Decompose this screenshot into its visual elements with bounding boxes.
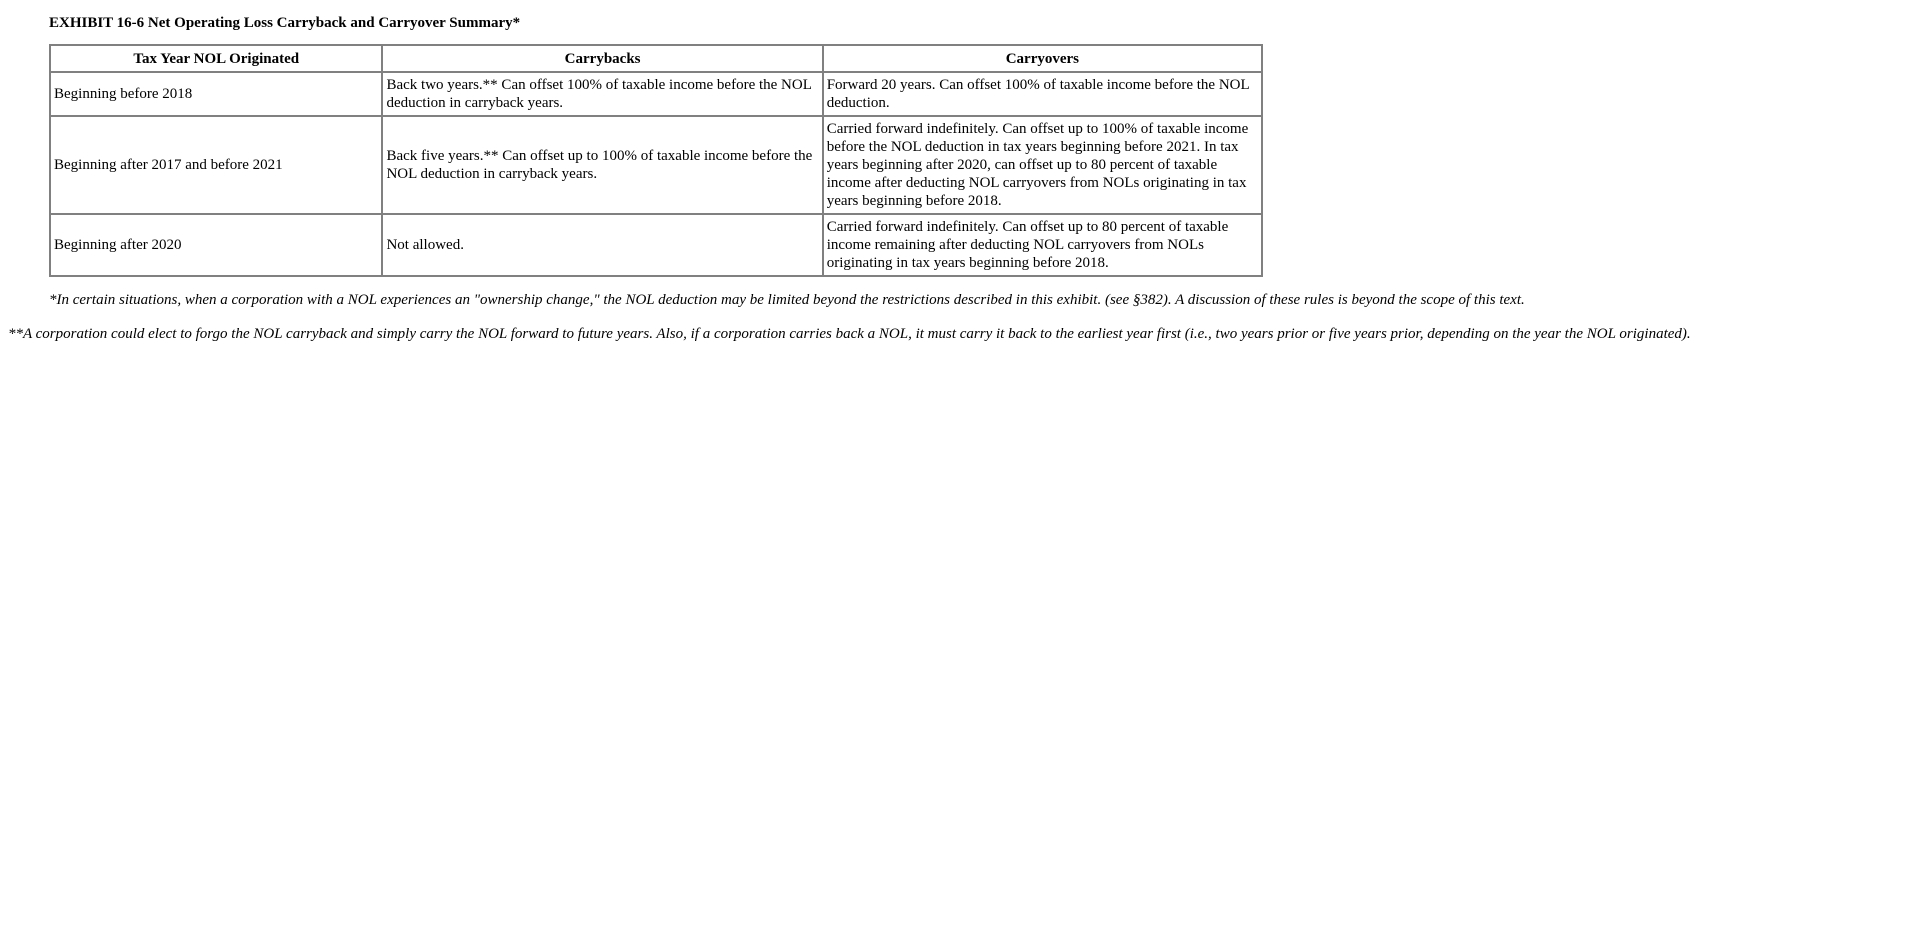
cell-originated: Beginning after 2020 (50, 214, 382, 276)
footnote-carryback-election: **A corporation could elect to forgo the NOL carryback and simply carry the NOL forward to future years. Also, if a corporation carries back a NOL, it must carry it back to the earliest year first (i.e., two years prior or five years prior, depending on the year the NOL originated). (8, 326, 1691, 342)
header-tax-year-originated: Tax Year NOL Originated (50, 45, 382, 72)
footnote-ownership-change: *In certain situations, when a corporation with a NOL experiences an "ownership change," the NOL deduction may be limited beyond the restrictions described in this exhibit. (see §382). A discussion of these rules is beyond the scope of this text. (49, 292, 1525, 308)
cell-carryovers: Carried forward indefinitely. Can offset up to 100% of taxable income before the NOL deduction in tax years beginning before 2021. In tax years beginning after 2020, can offset up to 80 percent of taxable income after deducting NOL carryovers from NOLs originating in tax years beginning before 2018. (823, 116, 1262, 214)
cell-carrybacks: Back five years.** Can offset up to 100% of taxable income before the NOL deduction in carryback years. (382, 116, 822, 214)
cell-carrybacks: Back two years.** Can offset 100% of taxable income before the NOL deduction in carryback years. (382, 72, 822, 116)
cell-carrybacks: Not allowed. (382, 214, 822, 276)
header-carrybacks: Carrybacks (382, 45, 822, 72)
cell-originated: Beginning after 2017 and before 2021 (50, 116, 382, 214)
cell-originated: Beginning before 2018 (50, 72, 382, 116)
table-header-row (50, 45, 1262, 72)
cell-carryovers: Forward 20 years. Can offset 100% of taxable income before the NOL deduction. (823, 72, 1262, 116)
nol-summary-table (49, 44, 1263, 277)
table-row (50, 72, 1262, 116)
exhibit-title: EXHIBIT 16-6 Net Operating Loss Carryback and Carryover Summary* (49, 15, 521, 31)
table-row (50, 214, 1262, 276)
table-row (50, 116, 1262, 214)
header-carryovers: Carryovers (823, 45, 1262, 72)
cell-carryovers: Carried forward indefinitely. Can offset up to 80 percent of taxable income remaining after deducting NOL carryovers from NOLs originating in tax years beginning before 2018. (823, 214, 1262, 276)
